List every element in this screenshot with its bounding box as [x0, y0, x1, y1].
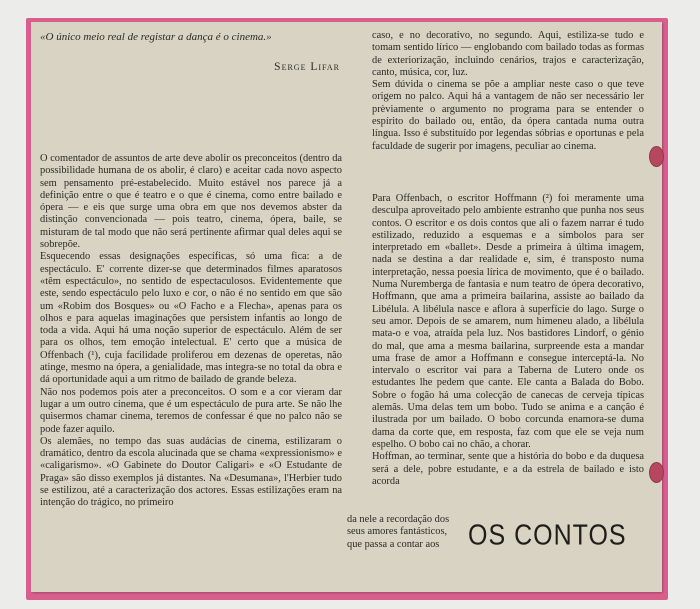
paragraph: O comentador de assuntos de arte deve abolir os preconceitos (dentro da possibilidade humana de os abolir, é claro) e aceitar cada novo aspecto sem pensamento pré-estabelecido. Muito estável nos parece já a definição entre o que é teatro e o que é cinema, como entre bailado e ópera — e eis que surge uma obra em que nos devemos abster da distinção convencionada — pois teatro, cinema, ópera, baile, se misturam de tal modo que não será pertinente afirmar qual deles aqui se sobrepõe.: [40, 153, 342, 251]
paragraph: Hoffman, ao terminar, sente que a história do bobo e da duquesa será a dele, pobre estudante, e a da estrela de bailado e isto acorda: [372, 451, 644, 487]
binding-hole-bottom: [649, 462, 664, 483]
epigraph-author: Serge Lifar: [274, 61, 340, 73]
paragraph: caso, e no decorativo, no segundo. Aqui, estiliza-se tudo e tomam sentido lírico — englobando com bailado todas as formas de exteriorização, incluindo cenários, trajos e caracterização, canto, música, cor, luz.: [372, 30, 644, 78]
paragraph: Esquecendo essas designações específicas, só uma fica: a de espectáculo. E' corrente dizer-se que determinados filmes aparatosos «têm espectáculo», no sentido de espectaculosos. Evidentemente que este, sendo espectáculo pelo luxo e cor, o não é no sentido em que são um «Robim dos Bosques» ou «O Facho e a Flecha», apenas para os olhos e para aquelas imaginações que persistem infantis ao longo de toda a vida. Aqui há uma noção superior de espectáculo. Além de ser para os olhos, tem emoção intelectual. E' certo que a música de Offenbach (¹), cuja facilidade proliferou em dezenas de operetas, não atinge, mesmo na ópera, a genialidade, mas integra-se no total da obra e dá oportunidade aqui a um ritmo de bailado de grande beleza.: [40, 251, 342, 386]
paragraph: Sem dúvida o cinema se põe a ampliar neste caso o que teve origem no palco. Aqui há a vantagem de não ser necessário ler prèviamente o argumento no programa para se entender o espírito do bailado ou, então, da ópera cantada numa outra língua. Isso é substituído por legendas sóbrias e oportunas e pela faculdade de sugerir por imagens, peculiar ao cinema.: [372, 79, 644, 152]
right-column-bottom: [372, 193, 644, 488]
section-title: OS CONTOS: [468, 519, 627, 552]
paragraph: Não nos podemos pois ater a preconceitos. O som e a cor vieram dar lugar a um outro cinema, que é um espectáculo de pura arte. Se não lhe quisermos chamar cinema, teremos de confessar é que no palco não se pode fazer aquilo.: [40, 386, 342, 435]
left-column: [40, 153, 342, 510]
binding-hole-top: [649, 146, 664, 167]
paragraph: Os alemães, no tempo das suas audácias de cinema, estilizaram o dramático, dentro da escola alucinada que se chama «expressionismo» e «caligarismo». «O Gabinete do Doutor Caligari» e «O Estudante de Praga» são disso exemplos já distantes. Na «Desumana», l'Herbier tudo se estilizou, até a caracterização dos actores. Essas estilizações eram na intenção do trágico, no primeiro: [40, 435, 342, 509]
epigraph-quote: «O único meio real de registar a dança é o cinema.»: [40, 31, 272, 43]
paragraph: Para Offenbach, o escritor Hoffmann (²) foi meramente uma desculpa aproveitado pelo ambiente estranho que punha nos seus contos. O escritor e os dois contos que ali o fazem narrar é tudo estilizado, reduzido a esquemas e a símbolos para ser interpretado em «ballet». Desde a primeira à última imagem, nada se destina a dar realidade e, sim, é transposto numa interpretação, nessa poesia lírica de movimento, que é o bailado. Numa Nuremberga de fantasia e num teatro de ópera decorativo, Hoffmann, que ama a primeira bailarina, assiste ao bailado da Libélula. A libélula nasce e aflora à superfície do lago. Surge o seu amor. Depois de se amarem, num himeneu alado, a libélula mata-o e voa, atraída pela luz. Nos bastidores Lindorf, o génio do mal, que ama a mesma bailarina, surpreende esta a mandar uma frase de amor a Hoffmann e consegue interceptá-la. No intervalo o escritor vai para a Taberna de Lutero onde os estudantes lhe pedem que cante. Ele canta a Balada do Bobo. Sobre o fogão há uma colecção de canecas de cerveja típicas alemãs. Uma delas tem um bobo. Tudo se anima e a canção é ilustrada por um bailado. O bobo corcunda enamora-se duma dama da corte que, em resposta, faz com que ele se veja num espelho. O bobo cai no chão, a chorar.: [372, 193, 644, 450]
narrow-text: da nele a recordação dos seus amores fantásticos, que passa a contar aos: [347, 514, 450, 550]
right-column-top: [372, 30, 644, 153]
